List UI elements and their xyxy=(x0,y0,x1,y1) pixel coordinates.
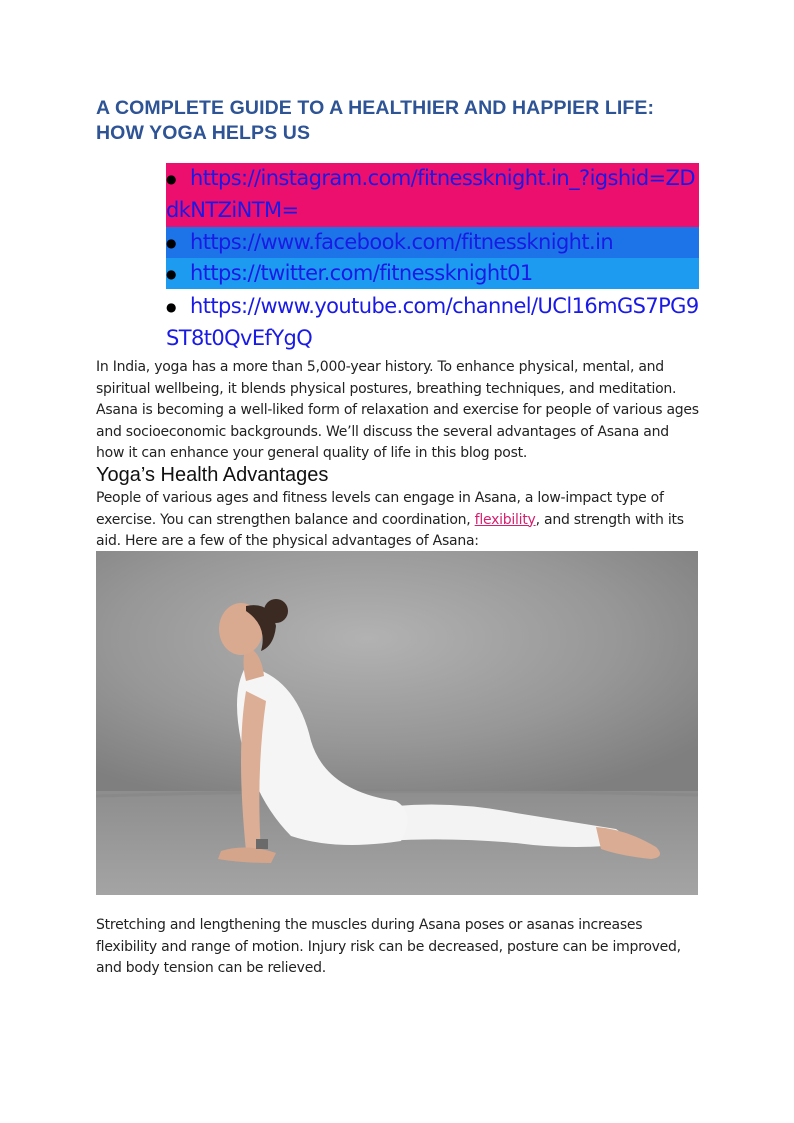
section-heading: Yoga’s Health Advantages xyxy=(96,464,329,486)
yoga-photo xyxy=(96,551,698,895)
bullet-icon: ● xyxy=(166,171,176,186)
list-item xyxy=(166,227,699,258)
intro-paragraph: In India, yoga has a more than 5,000-year history. To enhance physical, mental, and spiritual wellbeing, it blends physical postures, breathing techniques, and meditation. Asana is becoming a well-liked form of relaxation and exercise for people of various ages and socioeconomic backgrounds. We’ll discuss the several advantages of Asana and how it can enhance your general quality of life in this blog post. xyxy=(96,359,699,461)
section-paragraph xyxy=(96,488,700,553)
social-links-list xyxy=(166,163,699,355)
section-text-before: People of various ages and fitness levels can engage in Asana, a low-impact type of exercise. You can strengthen balance and coordination, xyxy=(96,490,664,528)
page-title: A COMPLETE GUIDE TO A HEALTHIER AND HAPPIER LIFE: HOW YOGA HELPS US xyxy=(96,97,655,144)
closing-paragraph: Stretching and lengthening the muscles during Asana poses or asanas increases flexibility and range of motion. Injury risk can be decreased, posture can be improved, and body tension can be relieved. xyxy=(96,917,681,976)
bullet-icon: ● xyxy=(166,266,176,281)
bullet-icon: ● xyxy=(166,235,176,250)
yoga-pose-illustration xyxy=(96,551,698,895)
flexibility-link[interactable]: flexibility xyxy=(474,511,536,528)
list-item xyxy=(166,163,699,227)
facebook-link[interactable]: https://www.facebook.com/fitnessknight.in xyxy=(190,230,614,254)
instagram-link[interactable]: https://instagram.com/fitnessknight.in_?igshid=ZDdkNTZiNTM= xyxy=(166,166,695,222)
youtube-link[interactable]: https://www.youtube.com/channel/UCl16mGS7PG9ST8t0QvEfYgQ xyxy=(166,294,699,350)
bullet-icon: ● xyxy=(166,299,176,314)
list-item xyxy=(166,258,699,289)
section-text-after: , and strength with its aid. Here are a few of the physical advantages of Asana: xyxy=(96,511,684,549)
list-item xyxy=(166,291,699,355)
twitter-link[interactable]: https://twitter.com/fitnessknight01 xyxy=(190,261,533,285)
